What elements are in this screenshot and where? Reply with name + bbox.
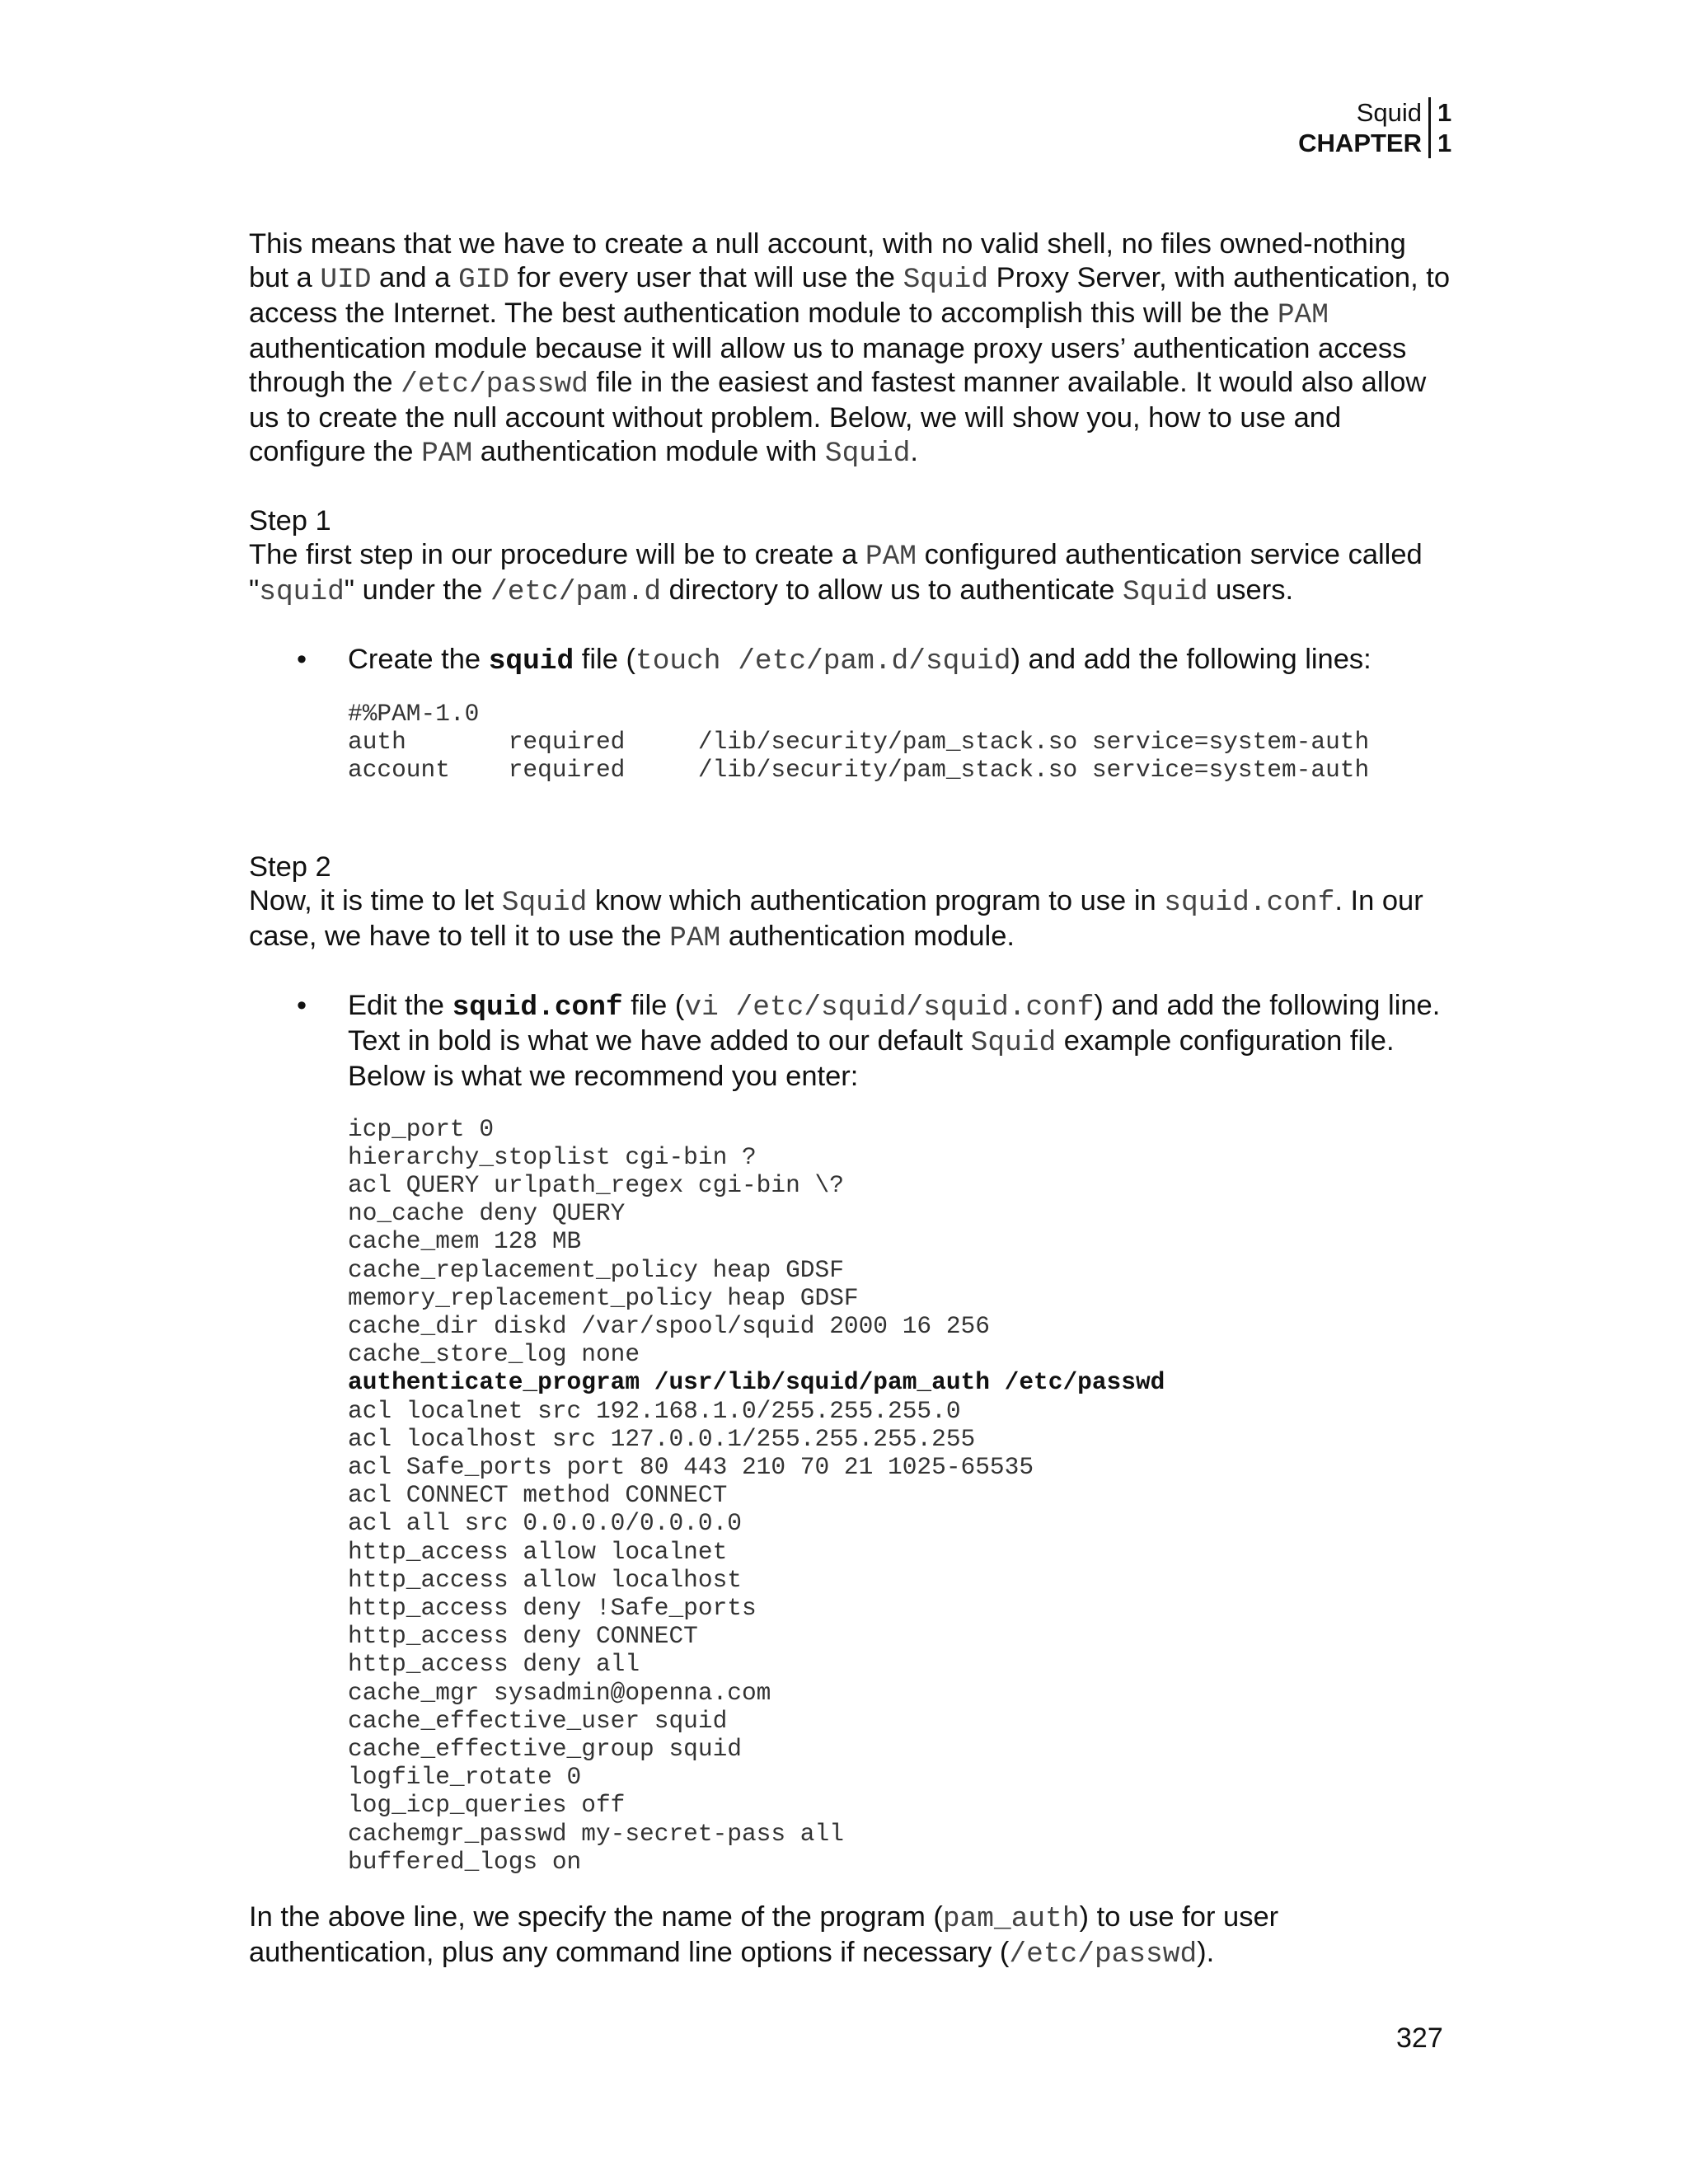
- code-line: log_icp_queries off: [348, 1791, 626, 1820]
- code-line: logfile_rotate 0: [348, 1763, 582, 1792]
- code-line: cache_effective_user squid: [348, 1706, 728, 1735]
- header-number-1: 1: [1437, 98, 1452, 127]
- code-line: acl localhost src 127.0.0.1/255.255.255.255: [348, 1424, 976, 1453]
- step1-heading: Step 1: [249, 505, 331, 537]
- code-line: http_access deny CONNECT: [348, 1622, 698, 1651]
- step2-bullet: • Edit the squid.conf file (vi /etc/squid/squid.conf) and add the following line. Text in bold is what we have added to our default Squid example configuration file. Below is what we recommend you enter:: [297, 989, 1441, 1092]
- bullet-dot: •: [297, 989, 307, 1021]
- code-line: hierarchy_stoplist cgi-bin ?: [348, 1142, 757, 1171]
- intro-paragraph: This means that we have to create a null account, with no valid shell, no files owned-nothing but a UID and a GID for every user that will use the Squid Proxy Server, with authentication, to access the Internet. The best authentication module to accomplish this will be the PAM authentication module because it will allow us to manage proxy users’ authentication access through the /etc/passwd file in the easiest and fastest manner available. It would also allow us to create the null account without problem. Below, we will show you, how to use and configure the PAM authentication module with Squid.: [249, 228, 1451, 470]
- squid-conf-code: [348, 1115, 1452, 1876]
- pam-config-code: [348, 700, 1452, 785]
- code-line: icp_port 0: [348, 1114, 495, 1143]
- code-line: acl all src 0.0.0.0/0.0.0.0: [348, 1509, 742, 1538]
- code-line: cache_replacement_policy heap GDSF: [348, 1255, 844, 1284]
- step1-bullet: • Create the squid file (touch /etc/pam.d/squid) and add the following lines:: [297, 644, 1372, 677]
- header-title: Squid: [1356, 98, 1422, 127]
- code-line: cache_mgr sysadmin@openna.com: [348, 1678, 771, 1707]
- code-line: cache_effective_group squid: [348, 1735, 742, 1764]
- step2-paragraph: Now, it is time to let Squid know which authentication program to use in squid.conf. In our case, we have to tell it to use the PAM authentication module.: [249, 884, 1423, 954]
- header-chapter-label: CHAPTER: [1298, 129, 1422, 157]
- closing-paragraph: In the above line, we specify the name of the program (pam_auth) to use for user authentication, plus any command line options if necessary (/etc/passwd).: [249, 1901, 1279, 1971]
- code-line: http_access deny !Safe_ports: [348, 1594, 757, 1623]
- code-line: http_access allow localhost: [348, 1565, 742, 1594]
- bullet-dot: •: [297, 644, 307, 675]
- code-line-bold: authenticate_program /usr/lib/squid/pam_auth /etc/passwd: [348, 1368, 1165, 1397]
- code-line: memory_replacement_policy heap GDSF: [348, 1283, 859, 1312]
- code-line: cache_mem 128 MB: [348, 1227, 582, 1256]
- running-header: [1298, 97, 1431, 158]
- code-line: acl localnet src 192.168.1.0/255.255.255.0: [348, 1396, 961, 1425]
- code-line: no_cache deny QUERY: [348, 1199, 626, 1228]
- code-line: cachemgr_passwd my-secret-pass all: [348, 1819, 844, 1848]
- code-line: buffered_logs on: [348, 1847, 582, 1876]
- code-line: acl Safe_ports port 80 443 210 70 21 1025-65535: [348, 1453, 1034, 1482]
- step1-paragraph: The first step in our procedure will be to create a PAM configured authentication service called "squid" under the /etc/pam.d directory to allow us to authenticate Squid users.: [249, 539, 1423, 608]
- code-line: cache_store_log none: [348, 1340, 640, 1369]
- header-number-2: 1: [1437, 129, 1452, 157]
- code-line: acl CONNECT method CONNECT: [348, 1481, 728, 1510]
- code-line: http_access allow localnet: [348, 1537, 728, 1566]
- code-line: cache_dir diskd /var/spool/squid 2000 16 256: [348, 1312, 990, 1341]
- code-line: #%PAM-1.0: [348, 700, 480, 728]
- code-line: acl QUERY urlpath_regex cgi-bin \?: [348, 1171, 844, 1200]
- page-content: [249, 227, 1452, 1971]
- page-number: 327: [1396, 2022, 1443, 2054]
- code-line: account required /lib/security/pam_stack.so service=system-auth: [348, 756, 1370, 785]
- header-numbers: [1437, 97, 1451, 158]
- step2-heading: Step 2: [249, 851, 331, 883]
- code-line: http_access deny all: [348, 1650, 640, 1679]
- code-line: auth required /lib/security/pam_stack.so service=system-auth: [348, 728, 1370, 757]
